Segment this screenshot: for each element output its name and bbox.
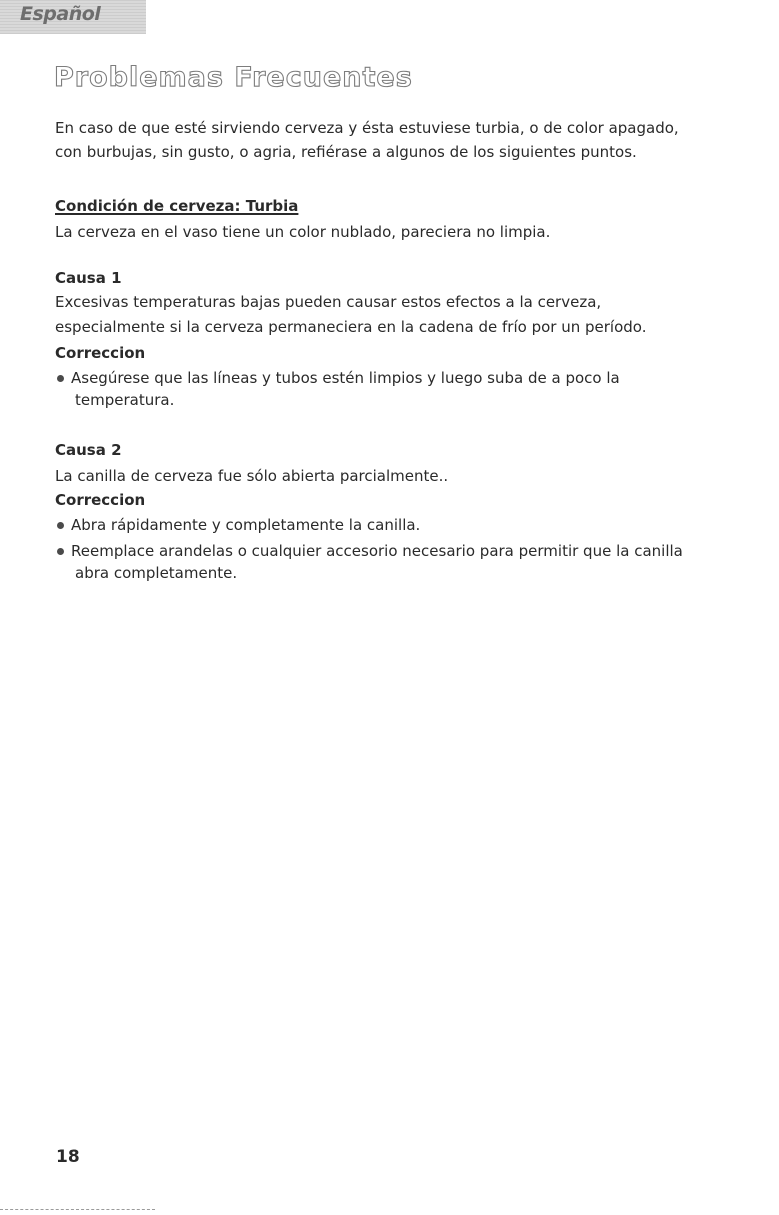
page-title: Problemas Frecuentes xyxy=(54,62,413,93)
page-number: 18 xyxy=(56,1147,80,1167)
bullet-text-line-2: temperatura. xyxy=(75,391,175,409)
condition-text: La cerveza en el vaso tiene un color nublado, pareciera no limpia. xyxy=(55,223,551,241)
cause-1-correction-item xyxy=(55,367,745,411)
cause-1-heading: Causa 1 xyxy=(55,269,122,287)
language-tab xyxy=(0,0,146,34)
bullet-text-line-1: Abra rápidamente y completamente la canilla. xyxy=(71,516,421,534)
bullet-dot-icon xyxy=(57,522,64,529)
cause-2-heading: Causa 2 xyxy=(55,441,122,459)
cause-1-correction-heading: Correccion xyxy=(55,344,146,362)
cause-2-correction-item xyxy=(55,514,745,536)
condition-heading: Condición de cerveza: Turbia xyxy=(55,197,299,215)
bullet-text-line-1: Reemplace arandelas o cualquier accesorio necesario para permitir que la canilla xyxy=(71,542,683,560)
bottom-divider xyxy=(0,1209,155,1210)
intro-line-1: En caso de que esté sirviendo cerveza y ésta estuviese turbia, o de color apagado, xyxy=(55,119,679,137)
bullet-text-line-1: Asegúrese que las líneas y tubos estén limpios y luego suba de a poco la xyxy=(71,369,620,387)
cause-1-line-2: especialmente si la cerveza permaneciera en la cadena de frío por un período. xyxy=(55,318,647,336)
cause-2-correction-heading: Correccion xyxy=(55,491,146,509)
bullet-dot-icon xyxy=(57,375,64,382)
cause-2-correction-item xyxy=(55,540,745,584)
cause-1-line-1: Excesivas temperaturas bajas pueden causar estos efectos a la cerveza, xyxy=(55,293,602,311)
bullet-text-line-2: abra completamente. xyxy=(75,564,238,582)
bullet-dot-icon xyxy=(57,548,64,555)
language-label: Español xyxy=(20,3,101,25)
intro-line-2: con burbujas, sin gusto, o agria, refiérase a algunos de los siguientes puntos. xyxy=(55,143,637,161)
cause-2-text: La canilla de cerveza fue sólo abierta parcialmente.. xyxy=(55,467,449,485)
